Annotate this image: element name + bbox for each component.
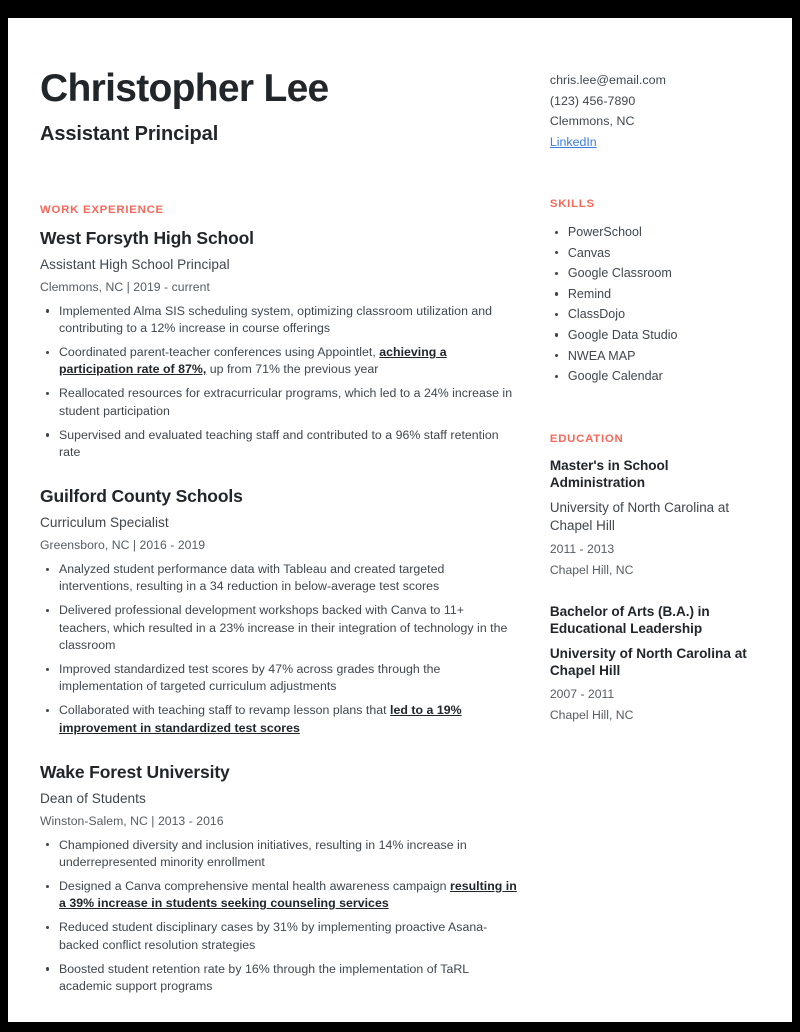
page-title: Christopher Lee (40, 67, 329, 110)
contact-block (550, 70, 762, 152)
job-organization: West Forsyth High School (40, 227, 254, 248)
job-entry (40, 227, 518, 461)
job-bullet: Delivered professional development workshops backed with Canva to 11+ teachers, which resulted in a 23% increase in their integration of technology in the classroom (40, 602, 518, 654)
bullet-emphasis: resulting in a 39% increase in students seeking counseling services (59, 879, 517, 911)
job-bullet: Reduced student disciplinary cases by 31% by implementing proactive Asana-backed conflict resolution strategies (40, 919, 518, 953)
job-title: Curriculum Specialist (40, 515, 169, 531)
job-organization: Wake Forest University (40, 761, 230, 782)
education-school: University of North Carolina at Chapel Hill (549, 499, 730, 533)
contact-phone[interactable]: (123) 456-7890 (549, 93, 636, 108)
bullet-emphasis: led to a 19% improvement in standardized test scores (59, 703, 462, 735)
job-title: Dean of Students (40, 790, 146, 806)
main-column (40, 58, 536, 1002)
education-degree: Bachelor of Arts (B.A.) in Educational Leadership (549, 603, 710, 637)
job-bullet: Reallocated resources for extracurricular programs, which led to a 24% increase in student participation (40, 385, 518, 419)
skill-item: PowerSchool (550, 222, 762, 243)
section-header-work-experience: WORK EXPERIENCE (40, 203, 164, 216)
bullet-emphasis: achieving a participation rate of 87%, (59, 345, 447, 377)
skill-item: Google Calendar (550, 366, 762, 387)
work-experience-list (40, 227, 518, 995)
education-entry (550, 603, 762, 722)
spacer (550, 387, 762, 433)
resume-sheet (8, 18, 792, 1002)
job-bullet: Implemented Alma SIS scheduling system, optimizing classroom utilization and contributing to a 12% increase in course offerings (40, 303, 518, 337)
job-bullet-list (40, 561, 518, 737)
job-location-dates: Clemmons, NC | 2019 - current (40, 279, 210, 294)
job-bullet: Designed a Canva comprehensive mental health awareness campaign resulting in a 39% increase in students seeking counseling services (40, 878, 518, 912)
job-bullet-list (40, 837, 518, 996)
education-degree: Master's in School Administration (549, 457, 669, 491)
section-header-skills: SKILLS (549, 198, 595, 210)
job-entry (40, 761, 518, 995)
skill-item: Google Classroom (550, 263, 762, 284)
skills-list (550, 222, 762, 387)
job-organization: Guilford County Schools (40, 486, 243, 507)
education-location: Chapel Hill, NC (549, 707, 634, 722)
spacer (550, 152, 762, 198)
job-bullet-list (40, 303, 518, 462)
skill-item: Remind (550, 284, 762, 305)
job-bullet: Collaborated with teaching staff to revamp lesson plans that led to a 19% improvement in standardized test scores (40, 702, 518, 736)
job-bullet: Analyzed student performance data with Tableau and created targeted interventions, resulting in a 34 reduction in below-average test scores (40, 561, 518, 595)
job-bullet: Improved standardized test scores by 47% across grades through the implementation of targeted curriculum adjustments (40, 661, 518, 695)
job-bullet: Supervised and evaluated teaching staff and contributed to a 96% staff retention rate (40, 427, 518, 461)
skill-item: NWEA MAP (550, 346, 762, 367)
skill-item: Google Data Studio (550, 325, 762, 346)
job-title: Assistant High School Principal (40, 256, 230, 272)
job-location-dates: Greensboro, NC | 2016 - 2019 (40, 538, 206, 553)
contact-email[interactable]: chris.lee@email.com (549, 73, 666, 87)
education-years: 2007 - 2011 (549, 686, 615, 701)
education-years: 2011 - 2013 (549, 541, 615, 556)
linkedin-link[interactable]: LinkedIn (549, 134, 597, 149)
education-location: Chapel Hill, NC (549, 562, 634, 577)
job-bullet: Boosted student retention rate by 16% through the implementation of TaRL academic support programs (40, 961, 518, 995)
contact-location: Clemmons, NC (549, 114, 635, 128)
skill-item: ClassDojo (550, 304, 762, 325)
resume-page (8, 18, 792, 1022)
section-header-education: EDUCATION (549, 432, 624, 445)
job-bullet: Championed diversity and inclusion initiatives, resulting in 14% increase in underrepresented minority enrollment (40, 837, 518, 871)
job-entry (40, 485, 518, 737)
education-entry (550, 457, 762, 577)
professional-role: Assistant Principal (40, 122, 219, 145)
sidebar-column (536, 58, 762, 1002)
education-list (550, 457, 762, 722)
skill-item: Canvas (550, 243, 762, 264)
job-location-dates: Winston-Salem, NC | 2013 - 2016 (40, 813, 224, 828)
job-bullet: Coordinated parent-teacher conferences using Appointlet, achieving a participation rate of 87%, up from 71% the previous year (40, 344, 518, 378)
education-school: University of North Carolina at Chapel Hill (549, 645, 747, 679)
